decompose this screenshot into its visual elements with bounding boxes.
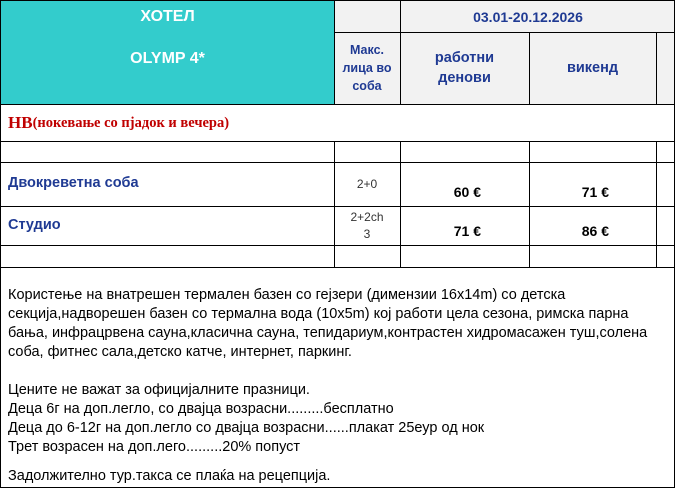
grid-line bbox=[0, 141, 675, 142]
room-weekend-price: 71 € bbox=[581, 184, 609, 200]
room-weekday-price: 71 € bbox=[453, 223, 481, 239]
weekdays-label: работни денови bbox=[434, 50, 495, 86]
weekdays-cell bbox=[400, 32, 529, 104]
hotel-label-cell bbox=[1, 1, 334, 32]
room-name: Двокреветна соба bbox=[8, 175, 139, 191]
note-line: Деца до 6-12г на доп.легло со двајца возрасни......плакат 25еур од нок bbox=[8, 420, 485, 436]
grid-line bbox=[0, 104, 675, 105]
max-persons-label: Макс. лица во соба bbox=[342, 43, 392, 93]
grid-line bbox=[400, 141, 401, 268]
room-weekday-price: 60 € bbox=[453, 184, 481, 200]
board-code: HB bbox=[8, 113, 33, 132]
room-name: Студио bbox=[8, 217, 61, 233]
hotel-name: OLYMP 4* bbox=[130, 50, 205, 67]
grid-line bbox=[0, 0, 675, 1]
max-persons-cell bbox=[334, 32, 400, 104]
note-line: Деца 6г на доп.легло, со двајца возрасни.........бесплатно bbox=[8, 401, 394, 417]
grid-line bbox=[334, 32, 675, 33]
grid-line bbox=[656, 141, 657, 268]
grid-line bbox=[529, 141, 530, 268]
grid-line bbox=[656, 32, 657, 105]
spacer bbox=[8, 362, 668, 381]
facilities-text: Користење на внатрешен термален базен со гејзери (димензии 16x14m) со детска секција,надворешен базен со термална вода (10x5m) кој работи цела сезона, римска парна бања, инфрацрвена сауна,класична сауна, тепидариум,контрастен хидромасажен туш,солена соба, фитнес сала,детско катче, интернет, паркинг. bbox=[8, 287, 648, 360]
season-dates: 03.01-20.12.2026 bbox=[473, 8, 583, 25]
grid-line bbox=[334, 141, 335, 268]
grid-line bbox=[0, 206, 675, 207]
note-line: Цените не важат за официјалните празници. bbox=[8, 382, 310, 398]
header-right-cell-2 bbox=[656, 32, 674, 104]
hotel-name-cell bbox=[1, 32, 334, 104]
grid-line bbox=[334, 0, 335, 105]
grid-line bbox=[0, 267, 675, 268]
conditions-notes bbox=[8, 286, 668, 486]
header-empty-cell bbox=[334, 1, 400, 32]
room-max-persons: 2+0 bbox=[356, 177, 378, 191]
tax-note: Задолжително тур.такса се плаќа на рецепција. bbox=[8, 468, 331, 484]
hotel-label: ХОТЕЛ bbox=[140, 7, 195, 25]
grid-line bbox=[0, 162, 675, 163]
grid-line bbox=[400, 0, 401, 105]
grid-line bbox=[0, 0, 1, 488]
spacer bbox=[8, 457, 668, 467]
dates-cell bbox=[400, 1, 656, 32]
weekend-cell bbox=[529, 32, 656, 104]
header-right-cell bbox=[656, 1, 674, 32]
room-max-persons: 2+2ch 3 bbox=[350, 209, 384, 241]
board-type bbox=[8, 105, 608, 141]
grid-line bbox=[0, 245, 675, 246]
weekend-label: викенд bbox=[566, 60, 619, 76]
note-line: Трет возрасен на доп.лего.........20% попуст bbox=[8, 439, 301, 455]
room-weekend-price: 86 € bbox=[581, 223, 609, 239]
board-description: (нокевање со пјадок и вечера) bbox=[32, 114, 230, 131]
grid-line bbox=[529, 32, 530, 105]
